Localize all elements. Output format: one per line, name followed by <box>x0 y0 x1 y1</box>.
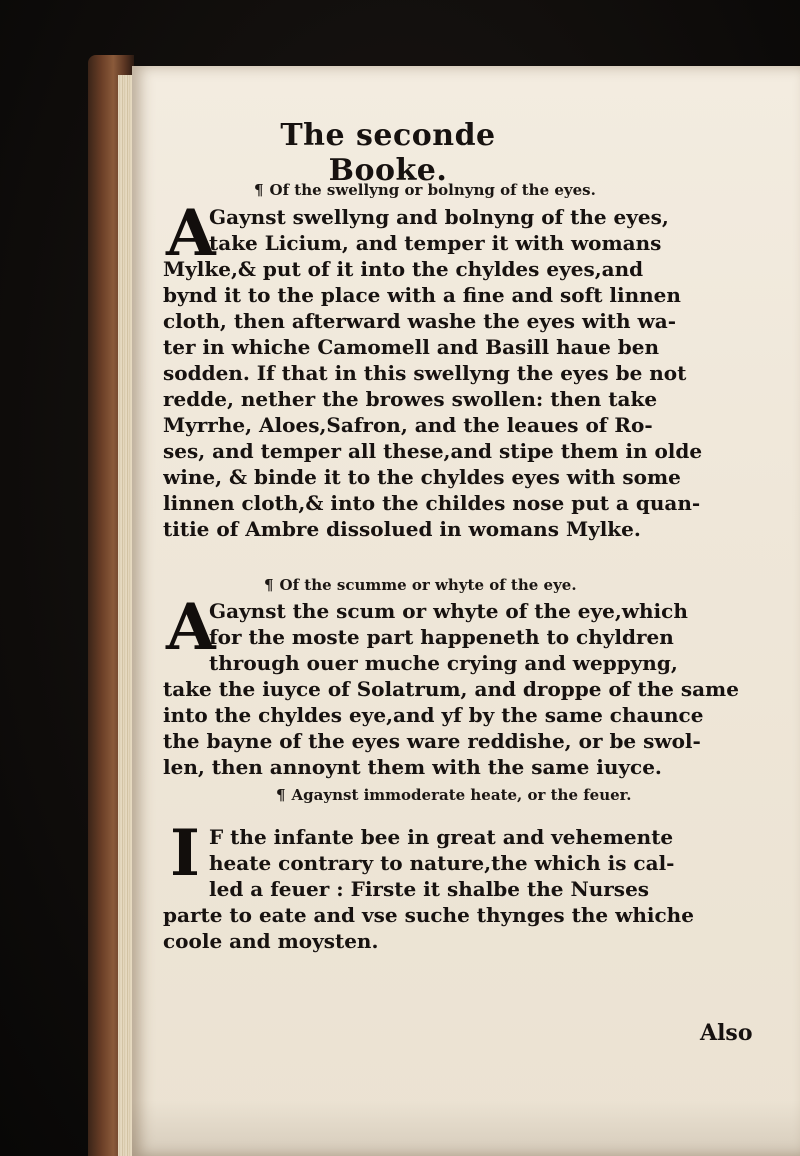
pilcrow-icon: ¶ <box>264 576 274 594</box>
text-line: ses, and temper all these,and stipe them in olde <box>163 439 703 463</box>
text-line: titie of Ambre dissolued in womans Mylke. <box>163 517 641 541</box>
text-line: for the moste part happeneth to chyldren <box>209 625 674 649</box>
section-heading-text: Of the scumme or whyte of the eye. <box>279 576 577 594</box>
text-line: parte to eate and vse suche thynges the whiche <box>163 903 694 927</box>
text-line: wine, & binde it to the chyldes eyes with some <box>163 465 681 489</box>
catchword: Also <box>700 1020 753 1046</box>
drop-cap: A <box>166 196 216 271</box>
text-line: sodden. If that in this swellyng the eyes be not <box>163 361 687 385</box>
section-heading-scum <box>264 576 577 594</box>
pilcrow-icon: ¶ <box>254 181 264 199</box>
section-heading-text: Of the swellyng or bolnyng of the eyes. <box>269 181 596 199</box>
text-line: ter in whiche Camomell and Basill haue ben <box>163 335 660 359</box>
text-line: led a feuer : Firste it shalbe the Nurses <box>209 877 650 901</box>
section-heading-fever <box>276 786 631 804</box>
text-line: through ouer muche crying and weppyng, <box>209 651 678 675</box>
text-line: take the iuyce of Solatrum, and droppe of the same <box>163 677 739 701</box>
text-line: Mylke,& put of it into the chyldes eyes,and <box>163 257 644 281</box>
paragraph-scum <box>163 590 773 780</box>
text-line: take Licium, and temper it with womans <box>209 231 662 255</box>
running-head: The seconde Booke. <box>280 118 496 188</box>
paragraph-fever <box>163 816 773 954</box>
text-line: the bayne of the eyes ware reddishe, or be swol- <box>163 729 701 753</box>
text-line: Myrrhe, Aloes,Safron, and the leaues of Ro- <box>163 413 653 437</box>
text-line: into the chyldes eye,and yf by the same chaunce <box>163 703 704 727</box>
section-heading-text: Agaynst immoderate heate, or the feuer. <box>291 786 632 804</box>
drop-cap: I <box>170 816 200 891</box>
text-line: redde, nether the browes swollen: then take <box>163 387 658 411</box>
text-line: bynd it to the place with a fine and soft linnen <box>163 283 681 307</box>
text-line: linnen cloth,& into the childes nose put a quan- <box>163 491 701 515</box>
paragraph-swelling <box>163 196 773 542</box>
text-line: heate contrary to nature,the which is cal- <box>209 851 675 875</box>
text-line: Gaynst the scum or whyte of the eye,which <box>209 599 688 623</box>
text-line: len, then annoynt them with the same iuyce. <box>163 755 662 779</box>
text-line: Gaynst swellyng and bolnyng of the eyes, <box>209 205 669 229</box>
section-heading-swelling <box>254 181 596 199</box>
pilcrow-icon: ¶ <box>276 786 286 804</box>
drop-cap: A <box>166 590 216 665</box>
page-shadow <box>132 1100 800 1156</box>
text-line: cloth, then afterward washe the eyes with wa- <box>163 309 677 333</box>
text-line: coole and moysten. <box>163 929 379 953</box>
text-line: F the infante bee in great and vehemente <box>209 825 674 849</box>
